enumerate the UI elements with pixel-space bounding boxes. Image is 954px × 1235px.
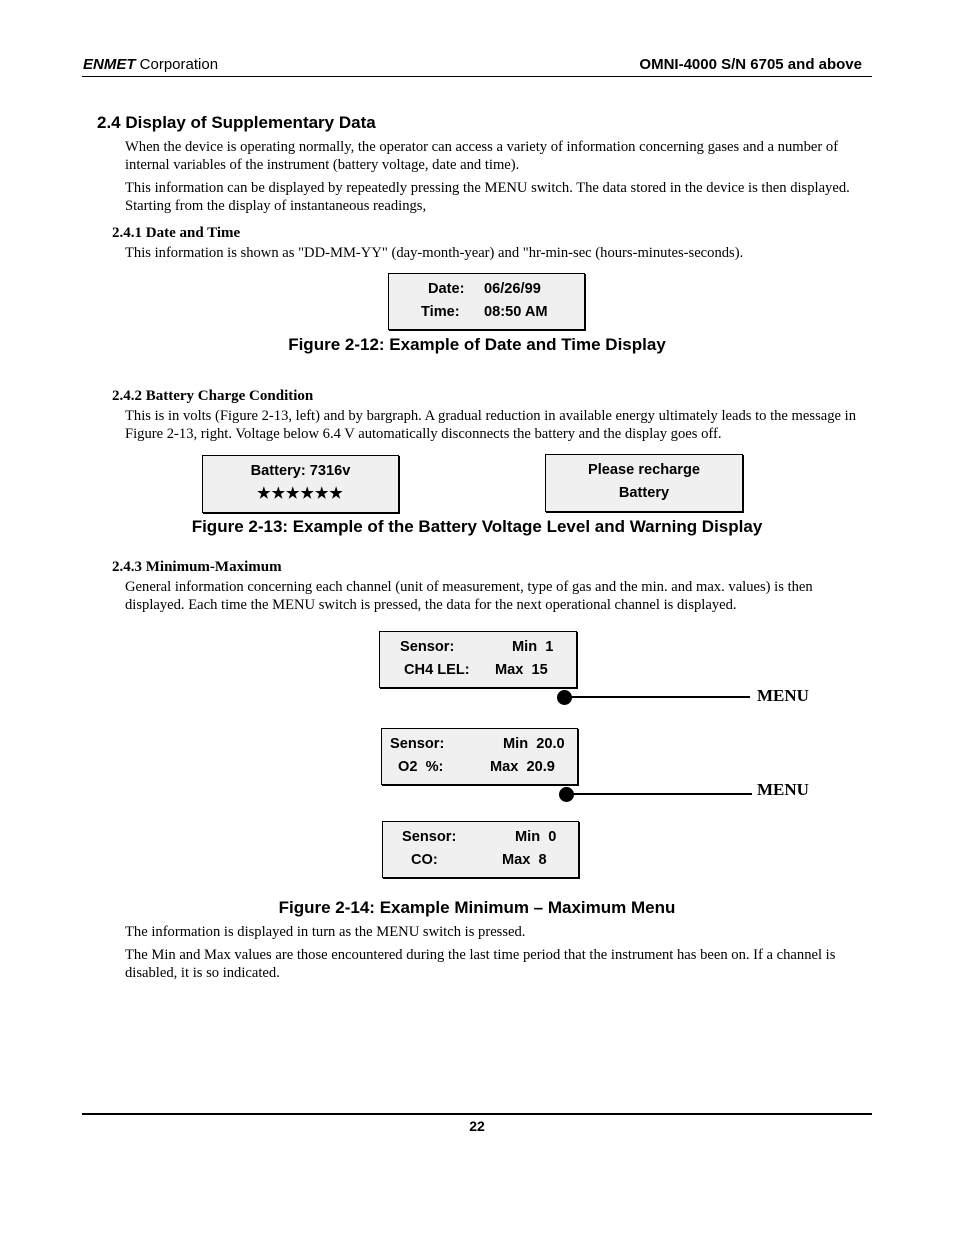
lcd-max-value: Max 8 bbox=[502, 852, 547, 868]
figure-2-13-caption: Figure 2-13: Example of the Battery Voltage Level and Warning Display bbox=[191, 517, 763, 536]
lcd-sensor-label: Sensor: bbox=[390, 736, 445, 752]
battery-voltage-lcd bbox=[202, 455, 399, 513]
battery-warning-lcd bbox=[545, 454, 743, 512]
lcd-min-value: Min 20.0 bbox=[503, 736, 565, 752]
figure-2-12-caption: Figure 2-12: Example of Date and Time Display bbox=[288, 335, 666, 354]
minmax-lcd-o2 bbox=[381, 728, 578, 785]
minmax-lcd-co bbox=[382, 821, 579, 878]
menu-line-1 bbox=[566, 696, 750, 698]
lcd-sensor-label: Sensor: bbox=[400, 639, 455, 655]
battery-para: This is in volts (Figure 2-13, left) and by bargraph. A gradual reduction in available energy ultimately leads to the message in Figure 2-13, right. Voltage below 6.4 V automatically disconnects the battery and the display goes off. bbox=[125, 408, 856, 442]
section-para-2: This information can be displayed by repeatedly pressing the MENU switch. The data stored in the device is then displayed. Starting from the display of instantaneous readings, bbox=[125, 180, 850, 214]
lcd-min-value: Min 0 bbox=[515, 829, 557, 845]
lcd-battery-voltage: Battery: 7316v bbox=[250, 463, 351, 479]
lcd-max-value: Max 20.9 bbox=[490, 759, 555, 775]
section-para-1: When the device is operating normally, the operator can access a variety of information concerning gases and a number of internal variables of the instrument (battery voltage, date and time). bbox=[125, 139, 839, 173]
minmax-lcd-ch4 bbox=[379, 631, 577, 688]
lcd-battery-bargraph: ★★★★★★ bbox=[257, 485, 344, 502]
minmax-para: General information concerning each channel (unit of measurement, type of gas and the min. and max. values) is then displayed. Each time the MENU switch is pressed, the data for the next operational channel is displayed. bbox=[125, 579, 813, 613]
lcd-time-label: Time: bbox=[421, 304, 460, 320]
minmax-title: 2.4.3 Minimum-Maximum bbox=[112, 559, 282, 575]
lcd-date-value: 06/26/99 bbox=[484, 281, 541, 297]
footer-rule bbox=[82, 1113, 872, 1115]
lcd-gas-label: O2 %: bbox=[398, 759, 444, 775]
minmax-after-1: The information is displayed in turn as the MENU switch is pressed. bbox=[125, 924, 526, 940]
header-rule bbox=[82, 76, 872, 77]
lcd-gas-label: CH4 LEL: bbox=[404, 662, 470, 678]
minmax-after-2: The Min and Max values are those encountered during the last time period that the instrument has been on. If a channel is disabled, it is so indicated. bbox=[125, 947, 836, 981]
figure-2-14-caption: Figure 2-14: Example Minimum – Maximum Menu bbox=[278, 898, 676, 917]
lcd-date-label: Date: bbox=[428, 281, 465, 297]
lcd-max-value: Max 15 bbox=[495, 662, 548, 678]
section-title: 2.4 Display of Supplementary Data bbox=[97, 113, 376, 132]
company-name-bold: ENMET bbox=[83, 56, 136, 73]
lcd-gas-label: CO: bbox=[411, 852, 438, 868]
date-time-lcd bbox=[388, 273, 585, 330]
lcd-min-value: Min 1 bbox=[512, 639, 554, 655]
page-number: 22 bbox=[469, 1118, 485, 1134]
menu-line-2 bbox=[568, 793, 752, 795]
date-time-title: 2.4.1 Date and Time bbox=[112, 225, 241, 241]
lcd-time-value: 08:50 AM bbox=[484, 304, 548, 320]
header-company bbox=[83, 56, 218, 73]
company-name-rest: Corporation bbox=[135, 56, 219, 73]
lcd-sensor-label: Sensor: bbox=[402, 829, 457, 845]
date-time-para: This information is shown as "DD-MM-YY" (day-month-year) and "hr-min-sec (hours-minutes-seconds). bbox=[125, 245, 744, 261]
lcd-recharge-line2: Battery bbox=[618, 485, 670, 501]
menu-label-2: MENU bbox=[757, 780, 809, 799]
battery-title: 2.4.2 Battery Charge Condition bbox=[112, 388, 314, 404]
lcd-recharge-line1: Please recharge bbox=[588, 462, 700, 478]
header-model: OMNI-4000 S/N 6705 and above bbox=[639, 56, 862, 73]
menu-label-1: MENU bbox=[757, 686, 809, 705]
